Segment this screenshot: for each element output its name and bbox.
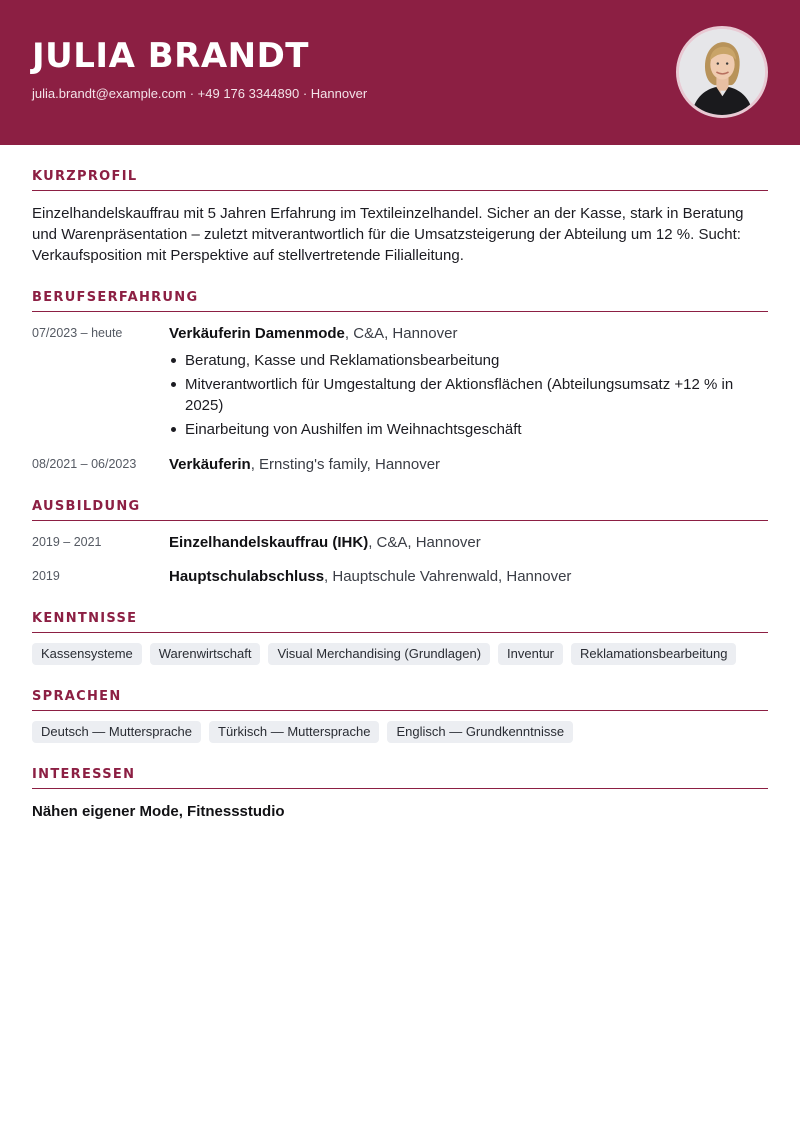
languages-list [32, 721, 768, 743]
skill-chip: Inventur [498, 643, 563, 665]
experience-role: Verkäuferin [169, 456, 251, 473]
experience-employer: , C&A, Hannover [344, 325, 458, 342]
resume-header [0, 0, 800, 145]
skill-chip: Kassensysteme [32, 643, 142, 665]
experience-bullet: Mitverantwortlich für Umgestaltung der Aktionsflächen (Abteilungsumsatz +12 % in 2025) [185, 374, 768, 416]
experience-heading [169, 324, 768, 344]
education-degree: Hauptschulabschluss [169, 568, 325, 585]
experience-bullet: Einarbeitung von Aushilfen im Weihnachtsgeschäft [185, 419, 768, 440]
education-institution: , Hauptschule Vahrenwald, Hannover [324, 568, 572, 585]
interests-text: Nähen eigener Mode, Fitnessstudio [32, 803, 285, 820]
education-institution: , C&A, Hannover [368, 534, 481, 551]
experience-date: 08/2021 – 06/2023 [32, 457, 137, 471]
experience-bullets [169, 350, 768, 440]
profile-photo [676, 26, 768, 118]
portrait-image [679, 29, 765, 115]
section-title-education: AUSBILDUNG [32, 499, 768, 521]
section-title-profile: KURZPROFIL [32, 169, 768, 191]
education-heading [169, 533, 768, 553]
contact-line: julia.brandt@example.com · +49 176 3344890 · Hannover [32, 86, 368, 101]
skill-chip: Warenwirtschaft [150, 643, 261, 665]
experience-bullet: Beratung, Kasse und Reklamationsbearbeitung [185, 350, 768, 371]
section-title-experience: BERUFSERFAHRUNG [32, 290, 768, 312]
education-entry [32, 567, 768, 587]
language-chip: Türkisch — Muttersprache [209, 721, 379, 743]
experience-employer: , Ernsting's family, Hannover [250, 456, 441, 473]
skill-chip: Visual Merchandising (Grundlagen) [268, 643, 490, 665]
education-date: 2019 [32, 569, 60, 583]
section-title-skills: KENNTNISSE [32, 611, 768, 633]
education-heading [169, 567, 768, 587]
experience-role: Verkäuferin Damenmode [169, 325, 345, 342]
skills-list [32, 643, 768, 665]
section-title-interests: INTERESSEN [32, 767, 768, 789]
education-degree: Einzelhandelskauffrau (IHK) [169, 534, 369, 551]
education-date: 2019 – 2021 [32, 535, 102, 549]
experience-heading [169, 455, 768, 475]
candidate-name: JULIA BRANDT [32, 36, 310, 76]
resume-content [0, 169, 800, 820]
section-title-languages: SPRACHEN [32, 689, 768, 711]
experience-entry [32, 324, 768, 443]
language-chip: Deutsch — Muttersprache [32, 721, 201, 743]
experience-entry [32, 455, 768, 475]
education-entry [32, 533, 768, 553]
profile-summary: Einzelhandelskauffrau mit 5 Jahren Erfahrung im Textileinzelhandel. Sicher an der Kasse, stark in Beratung und Warenpräsentation – zuletzt mitverantwortlich für die Umsatzsteigerung der Abteilung um 12 %. Sucht: Verkaufsposition mit Perspektive auf stellvertretende Filialleitung. [32, 205, 744, 264]
language-chip: Englisch — Grundkenntnisse [387, 721, 573, 743]
experience-date: 07/2023 – heute [32, 326, 123, 340]
skill-chip: Reklamationsbearbeitung [571, 643, 736, 665]
